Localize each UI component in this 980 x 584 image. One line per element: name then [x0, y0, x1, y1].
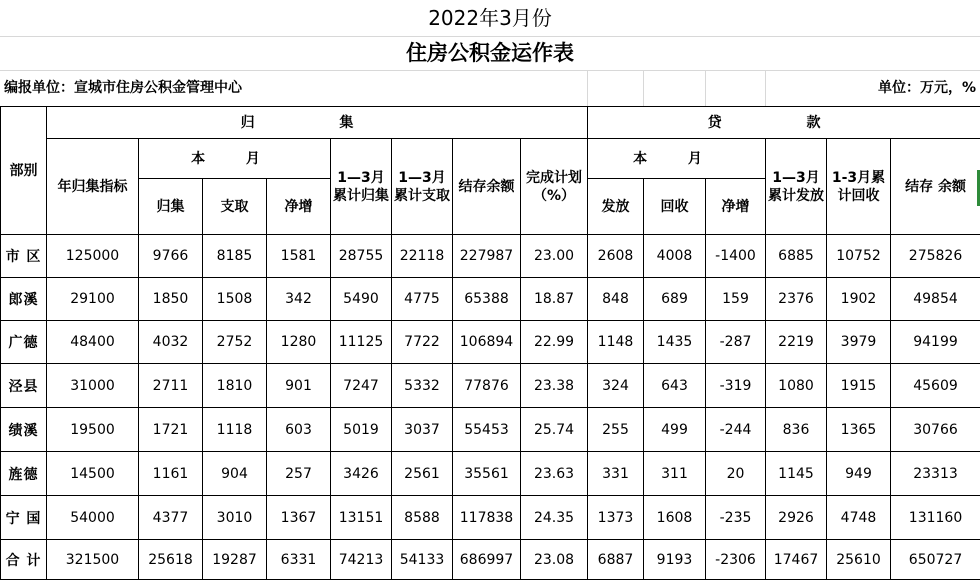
cell: 35561: [453, 452, 521, 496]
header-cum-recover: 1-3月累计回收: [827, 139, 891, 235]
meta-gridline: [705, 71, 706, 106]
cell: 17467: [766, 540, 827, 580]
cell: -2306: [706, 540, 766, 580]
cell: 28755: [331, 235, 392, 278]
reporting-unit: 编报单位：宣城市住房公积金管理中心: [4, 80, 242, 96]
row-label: 郎溪: [1, 278, 47, 321]
cell: 1850: [139, 278, 203, 321]
cell: 54133: [392, 540, 453, 580]
report-meta-row: [0, 71, 980, 106]
cell: -319: [706, 364, 766, 408]
cell: 1373: [588, 496, 644, 540]
header-cum-withdraw: 1—3月累计支取: [392, 139, 453, 235]
cell: 77876: [453, 364, 521, 408]
row-label: 合 计: [1, 540, 47, 580]
cell: 55453: [453, 408, 521, 452]
cell: 2926: [766, 496, 827, 540]
cell: 836: [766, 408, 827, 452]
cell: 1915: [827, 364, 891, 408]
cell: -235: [706, 496, 766, 540]
table-row: [1, 408, 980, 452]
row-label: 宁 国: [1, 496, 47, 540]
cell: 324: [588, 364, 644, 408]
cell: 45609: [891, 364, 980, 408]
cell: 5332: [392, 364, 453, 408]
table-row: [1, 235, 980, 278]
header-department: 部别: [1, 107, 47, 235]
cell: 23.00: [521, 235, 588, 278]
cell: 23.63: [521, 452, 588, 496]
cell: 1810: [203, 364, 267, 408]
cell: 65388: [453, 278, 521, 321]
cell: 4775: [392, 278, 453, 321]
header-collect: 归集: [139, 179, 203, 235]
cell: 8588: [392, 496, 453, 540]
cell: 275826: [891, 235, 980, 278]
cell: 1367: [267, 496, 331, 540]
cell: 74213: [331, 540, 392, 580]
cell: 3979: [827, 321, 891, 364]
cell: 25618: [139, 540, 203, 580]
row-label: 泾县: [1, 364, 47, 408]
cell: 2752: [203, 321, 267, 364]
cell: 23.38: [521, 364, 588, 408]
cell: 2608: [588, 235, 644, 278]
cell: 3037: [392, 408, 453, 452]
header-loan-net: 净增: [706, 179, 766, 235]
cell: 30766: [891, 408, 980, 452]
cell: 10752: [827, 235, 891, 278]
cell: 4748: [827, 496, 891, 540]
cell: 1608: [644, 496, 706, 540]
cell: 25.74: [521, 408, 588, 452]
cell: 650727: [891, 540, 980, 580]
cell: 1435: [644, 321, 706, 364]
cell: 20: [706, 452, 766, 496]
cell: 901: [267, 364, 331, 408]
header-loan-balance: 结存 余额: [891, 139, 980, 235]
cell: 9193: [644, 540, 706, 580]
cell: 1902: [827, 278, 891, 321]
cell: -244: [706, 408, 766, 452]
cell: 49854: [891, 278, 980, 321]
cell: 131160: [891, 496, 980, 540]
unit-label: 单位：万元，%: [877, 80, 976, 96]
cell: 54000: [47, 496, 139, 540]
cell: 6331: [267, 540, 331, 580]
cell: 4008: [644, 235, 706, 278]
cell: 342: [267, 278, 331, 321]
header-this-month-collect: 本 月: [139, 139, 331, 179]
table-row: [1, 364, 980, 408]
cell: 5490: [331, 278, 392, 321]
cell: -287: [706, 321, 766, 364]
header-collect-group: 归 集: [47, 107, 588, 139]
row-label: 广德: [1, 321, 47, 364]
header-withdraw: 支取: [203, 179, 267, 235]
table-row-total: [1, 540, 980, 580]
header-cum-collect: 1—3月累计归集: [331, 139, 392, 235]
cell: 1161: [139, 452, 203, 496]
cell: 2561: [392, 452, 453, 496]
cell: 2711: [139, 364, 203, 408]
cell: 311: [644, 452, 706, 496]
cell: 1080: [766, 364, 827, 408]
cell: 19500: [47, 408, 139, 452]
header-balance: 结存余额: [453, 139, 521, 235]
cell: 848: [588, 278, 644, 321]
cell: 689: [644, 278, 706, 321]
cell: 1145: [766, 452, 827, 496]
meta-gridline: [587, 71, 588, 106]
header-annual-target: 年归集指标: [47, 139, 139, 235]
cell: 1721: [139, 408, 203, 452]
report-main-title: 住房公积金运作表: [0, 36, 980, 71]
cell: 31000: [47, 364, 139, 408]
header-loan-group: 贷 款: [588, 107, 980, 139]
cell: 603: [267, 408, 331, 452]
table-row: [1, 278, 980, 321]
cell: 2376: [766, 278, 827, 321]
cell: 1581: [267, 235, 331, 278]
cell: 904: [203, 452, 267, 496]
cell: 331: [588, 452, 644, 496]
cell: 1280: [267, 321, 331, 364]
cell: 949: [827, 452, 891, 496]
cell: 159: [706, 278, 766, 321]
cell: 18.87: [521, 278, 588, 321]
cell: 227987: [453, 235, 521, 278]
cell: 5019: [331, 408, 392, 452]
cell: -1400: [706, 235, 766, 278]
cell: 14500: [47, 452, 139, 496]
row-label: 旌德: [1, 452, 47, 496]
cell: 9766: [139, 235, 203, 278]
header-recover: 回收: [644, 179, 706, 235]
cell: 1365: [827, 408, 891, 452]
cell: 48400: [47, 321, 139, 364]
cell: 11125: [331, 321, 392, 364]
cell: 13151: [331, 496, 392, 540]
cell: 29100: [47, 278, 139, 321]
cell: 686997: [453, 540, 521, 580]
cell: 4377: [139, 496, 203, 540]
header-this-month-loan: 本 月: [588, 139, 766, 179]
cell: 106894: [453, 321, 521, 364]
cell: 1508: [203, 278, 267, 321]
cell: 22118: [392, 235, 453, 278]
cell: 3010: [203, 496, 267, 540]
cell: 255: [588, 408, 644, 452]
table-row: [1, 321, 980, 364]
cell: 1118: [203, 408, 267, 452]
table-row: [1, 496, 980, 540]
cell: 6887: [588, 540, 644, 580]
cell: 4032: [139, 321, 203, 364]
cell: 117838: [453, 496, 521, 540]
cell: 125000: [47, 235, 139, 278]
cell: 3426: [331, 452, 392, 496]
header-issue: 发放: [588, 179, 644, 235]
cell: 7247: [331, 364, 392, 408]
report-period-title: 2022年3月份: [0, 0, 980, 37]
header-completion: 完成计划（%）: [521, 139, 588, 235]
cell: 499: [644, 408, 706, 452]
row-label: 市 区: [1, 235, 47, 278]
cell: 94199: [891, 321, 980, 364]
cell: 6885: [766, 235, 827, 278]
row-label: 绩溪: [1, 408, 47, 452]
header-cum-issue: 1—3月累计发放: [766, 139, 827, 235]
cell: 24.35: [521, 496, 588, 540]
cell: 2219: [766, 321, 827, 364]
meta-gridline: [765, 71, 766, 106]
table-row: [1, 452, 980, 496]
header-net-increase: 净增: [267, 179, 331, 235]
cell: 1148: [588, 321, 644, 364]
cell: 257: [267, 452, 331, 496]
cell: 23313: [891, 452, 980, 496]
cell: 643: [644, 364, 706, 408]
cell: 19287: [203, 540, 267, 580]
cell: 8185: [203, 235, 267, 278]
cell: 25610: [827, 540, 891, 580]
fund-operation-table: [0, 106, 980, 580]
cell: 321500: [47, 540, 139, 580]
cell: 22.99: [521, 321, 588, 364]
cell: 23.08: [521, 540, 588, 580]
cell: 7722: [392, 321, 453, 364]
meta-gridline: [643, 71, 644, 106]
